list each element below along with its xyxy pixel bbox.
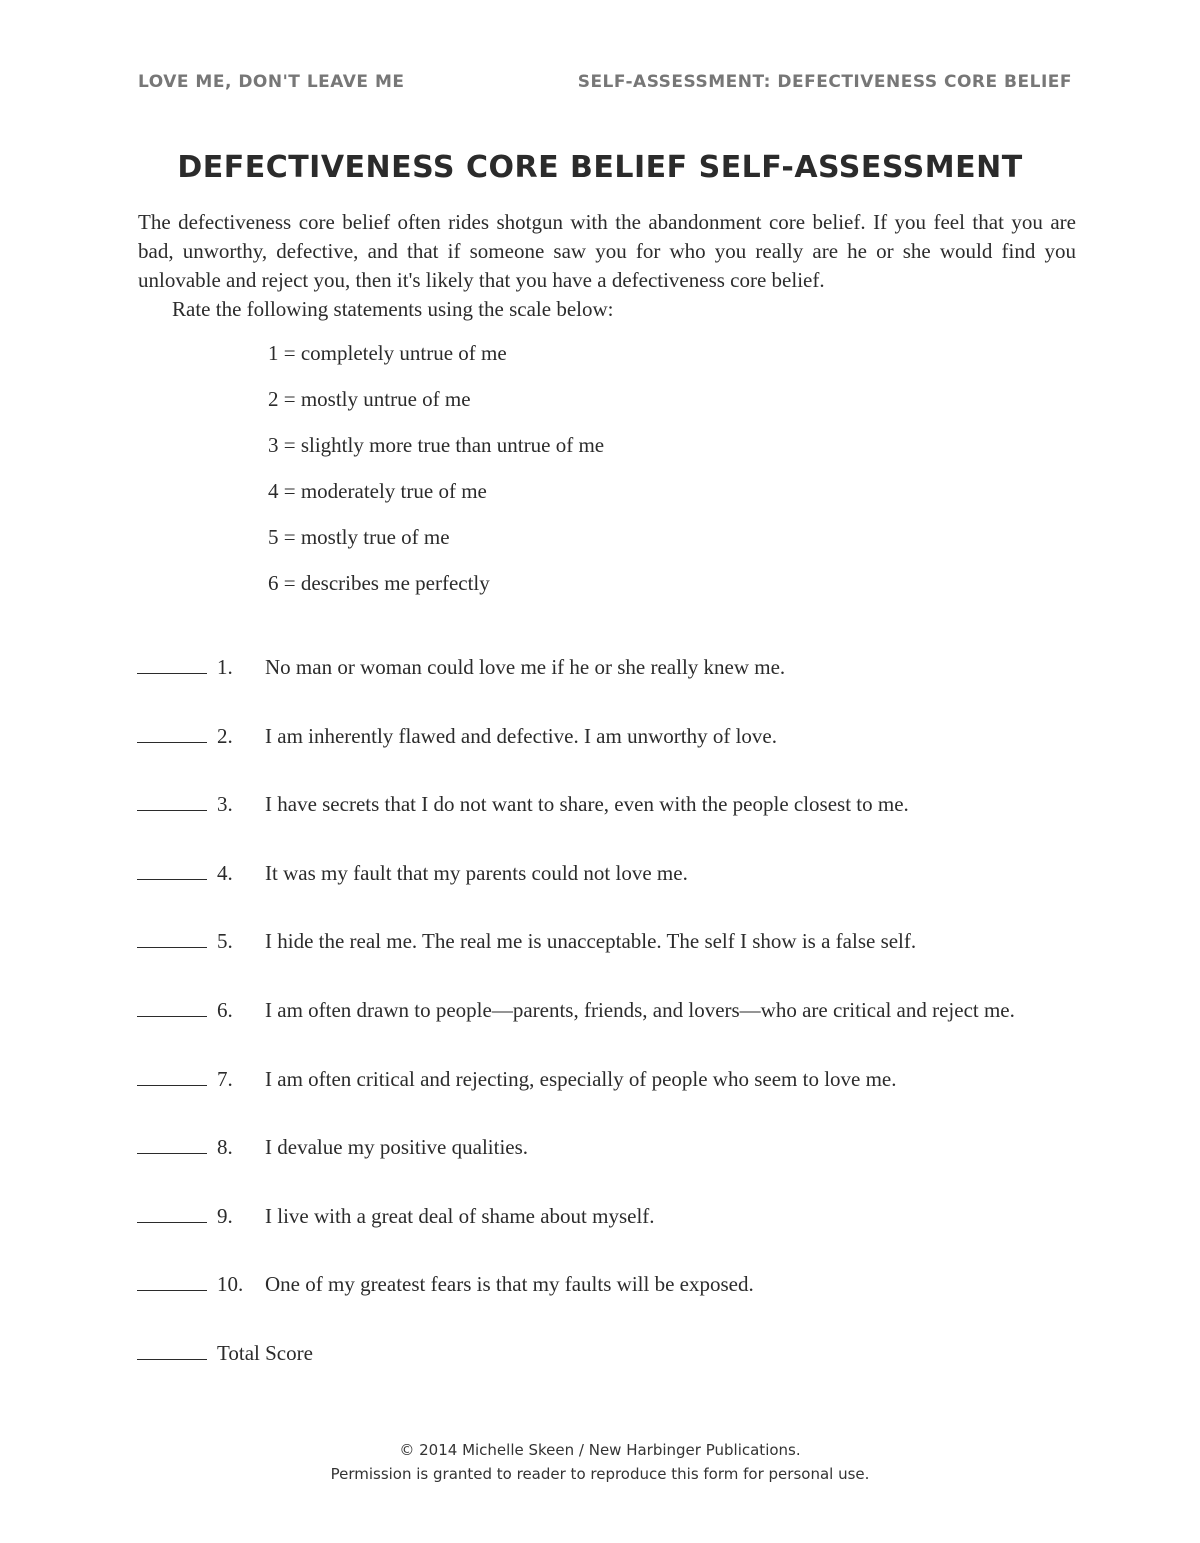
scale-item: 6 = describes me perfectly	[268, 571, 490, 595]
scale-item: 1 = completely untrue of me	[268, 341, 507, 365]
total-score-blank[interactable]	[137, 1339, 207, 1360]
statement-row	[137, 1269, 754, 1338]
statement-text: It was my fault that my parents could not love me.	[265, 860, 688, 885]
statement-row	[137, 926, 917, 995]
running-header-book-title: LOVE ME, DON'T LEAVE ME	[138, 72, 405, 92]
statement-number: 4.	[217, 860, 233, 885]
statement-row	[137, 858, 688, 927]
statement-text: One of my greatest fears is that my faults will be exposed.	[265, 1272, 754, 1297]
score-blank[interactable]	[137, 1270, 207, 1291]
score-blank[interactable]	[137, 859, 207, 880]
statement-text: I am inherently flawed and defective. I am unworthy of love.	[265, 723, 777, 748]
rating-scale	[268, 338, 604, 614]
score-blank[interactable]	[137, 1202, 207, 1223]
statement-number: 10.	[217, 1272, 244, 1297]
score-blank[interactable]	[137, 1065, 207, 1086]
score-blank[interactable]	[137, 996, 207, 1017]
statement-number: 5.	[217, 929, 233, 954]
running-header-section-title: SELF-ASSESSMENT: DEFECTIVENESS CORE BELIEF	[577, 72, 1072, 92]
scale-item: 5 = mostly true of me	[268, 525, 450, 549]
statement-number: 7.	[217, 1066, 233, 1091]
permission-notice: Permission is granted to reader to reproduce this form for personal use.	[330, 1465, 870, 1483]
statement-row	[137, 1201, 655, 1270]
statement-number: 8.	[217, 1135, 233, 1160]
statement-number: 6.	[217, 997, 233, 1022]
score-blank[interactable]	[137, 722, 207, 743]
statement-text: No man or woman could love me if he or she really knew me.	[265, 655, 786, 679]
statement-text: I am often critical and rejecting, especially of people who seem to love me.	[265, 1066, 897, 1091]
score-blank[interactable]	[137, 790, 207, 811]
statement-row	[137, 1064, 897, 1133]
score-blank[interactable]	[137, 653, 207, 674]
statement-text: I live with a great deal of shame about myself.	[265, 1203, 655, 1228]
statement-number: 2.	[217, 723, 233, 748]
statement-number: 3.	[217, 792, 233, 817]
statement-row	[137, 1132, 529, 1201]
statement-text: I hide the real me. The real me is unacceptable. The self I show is a false self.	[265, 929, 917, 954]
statement-number: 9.	[217, 1203, 233, 1228]
statement-row	[137, 721, 777, 790]
score-blank[interactable]	[137, 927, 207, 948]
rating-instruction: Rate the following statements using the scale below:	[172, 297, 614, 321]
statement-row	[137, 789, 909, 858]
statement-text: I am often drawn to people—parents, friends, and lovers—who are critical and reject me.	[265, 997, 1015, 1022]
total-score-label: Total Score	[217, 1341, 313, 1365]
total-score-row	[137, 1338, 313, 1368]
statement-row	[137, 995, 1015, 1064]
score-blank[interactable]	[137, 1133, 207, 1154]
page-footer	[0, 1438, 1200, 1486]
copyright-notice: © 2014 Michelle Skeen / New Harbinger Publications.	[399, 1441, 801, 1459]
statement-text: I have secrets that I do not want to share, even with the people closest to me.	[265, 792, 909, 817]
scale-item: 4 = moderately true of me	[268, 479, 487, 503]
statement-number: 1.	[217, 655, 233, 679]
page-title: DEFECTIVENESS CORE BELIEF SELF-ASSESSMENT	[177, 150, 1023, 185]
scale-item: 3 = slightly more true than untrue of me	[268, 433, 605, 457]
statement-row	[137, 652, 786, 721]
statement-text: I devalue my positive qualities.	[265, 1135, 529, 1160]
intro-paragraph: The defectiveness core belief often rides shotgun with the abandonment core belief. If you feel that you are bad, unworthy, defective, and that if someone saw you for who you really are he or she would find you unlovable and reject you, then it's likely that you have a defectiveness core belief.	[138, 210, 1076, 292]
statement-list	[137, 652, 1015, 1338]
scale-item: 2 = mostly untrue of me	[268, 387, 471, 411]
